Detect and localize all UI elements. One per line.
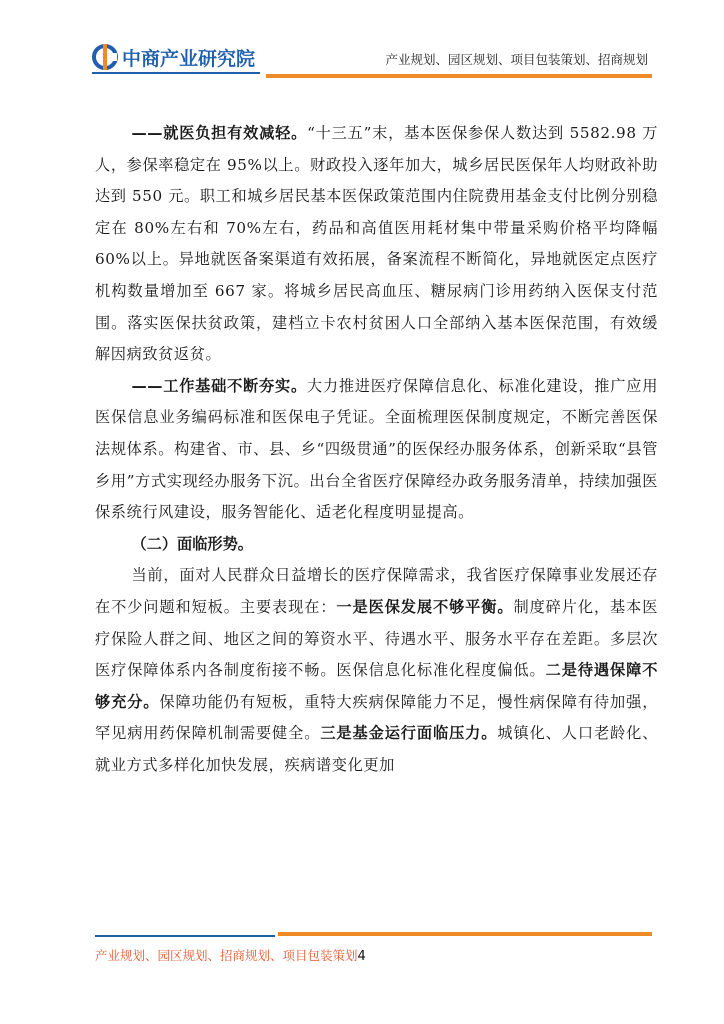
logo-text: 中商产业研究院 [122,47,256,70]
paragraph-text: “十三五”末，基本医保参保人数达到 5582.98 万人，参保率稳定在 95%以上。财政投入逐年加大，城乡居民医保年人均财政补助达到 550 元。职工和城乡居民基本医保政策范围内住院费用基金支付比例分别稳定在 80%左右和 70%左右，药品和高值医用耗材集中带量采购价格平均降幅 60%以上。异地就医备案渠道有效拓展，备案流程不断简化，异地就医定点医疗机构数量增加至 667 家。将城乡居民高血压、糖尿病门诊用药纳入医保支付范围。落实医保扶贫政策，建档立卡农村贫困人口全部纳入基本医保范围，有效缓解因病致贫返贫。 [95,124,658,364]
paragraph-work-foundation [95,371,658,529]
paragraph-text: 保障功能仍有短板，重特大疾病保障能力不足，慢性病保障有待加强，罕见病用药保障机制需要健全。 [95,692,658,743]
page-header [0,0,724,80]
paragraph-situation [95,560,658,781]
paragraph-text: 大力推进医疗保障信息化、标准化建设，推广应用医保信息业务编码标准和医保电子凭证。全面梳理医保制度规定，不断完善医保法规体系。构建省、市、县、乡“四级贯通”的医保经办服务体系，创新采取“县管乡用”方式实现经办服务下沉。出台全省医疗保障经办政务服务清单，持续加强医保系统行风建设，服务智能化、适老化程度明显提高。 [95,376,658,522]
key-point: 二是待遇保障不够充分。 [95,661,658,711]
page-footer [95,946,366,964]
key-point: 三是基金运行面临压力。 [320,724,498,743]
paragraph-medical-burden [95,118,658,371]
key-point: 一是医保发展不够平衡。 [336,597,514,616]
section-title: （二）面临形势。 [131,534,253,553]
page-number: 4 [357,949,366,964]
footer-divider-orange [278,932,652,936]
footer-divider-blue [95,935,275,937]
document-body [95,118,658,781]
header-divider-blue [92,72,260,74]
paragraph-text: 当前，面对人民群众日益增长的医疗保障需求，我省医疗保障事业发展还存在不少问题和短板。主要表现在： [95,566,658,616]
paragraph-text: 城镇化、人口老龄化、就业方式多样化加快发展，疾病谱变化更加 [95,724,659,774]
logo [92,42,255,72]
paragraph-heading: ——就医负担有效减轻。 [131,124,308,142]
paragraph-heading: ——工作基础不断夯实。 [131,376,307,395]
header-tagline: 产业规划、园区规划、项目包装策划、招商规划 [385,52,648,67]
logo-icon [92,44,118,70]
paragraph-text: 制度碎片化，基本医疗保险人群之间、地区之间的筹资水平、待遇水平、服务水平存在差距。多层次医疗保障体系内各制度衔接不畅。医保信息化标准化程度偏低。 [95,597,659,680]
footer-tagline: 产业规划、园区规划、招商规划、项目包装策划 [95,948,358,963]
header-divider-orange [266,74,652,78]
